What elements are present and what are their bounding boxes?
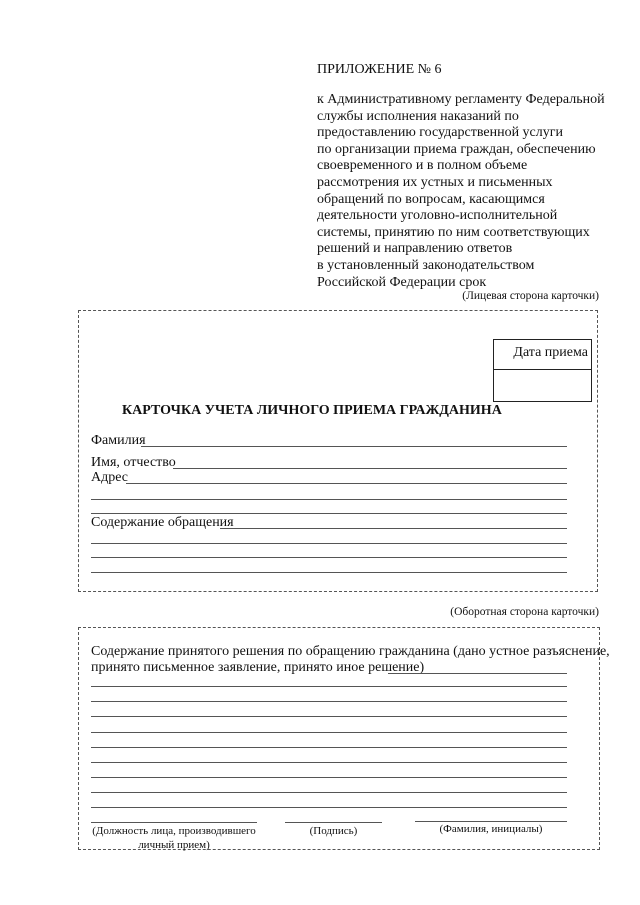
position-field[interactable] [91,822,257,823]
address-field-line[interactable] [91,499,567,500]
reference-line: своевременного и в полном объеме [317,158,528,174]
reference-line: службы исполнения наказаний по [317,108,519,124]
reference-line: обращений по вопросам, касающимся [317,191,545,207]
date-divider [494,369,591,370]
name-label: Имя, отчество [91,455,176,470]
reference-line: деятельности уголовно-исполнительной [317,208,558,224]
date-label: Дата приема [513,345,588,360]
reference-line: к Административному регламенту Федеральной [317,92,605,107]
position-caption-line2: личный прием) [138,839,210,851]
fullname-field[interactable] [415,821,567,822]
reference-line: по организации приема граждан, обеспечению [317,141,596,157]
surname-field[interactable] [141,446,567,447]
address-label: Адрес [91,470,129,485]
decision-field-line[interactable] [91,747,567,748]
position-caption [91,825,257,851]
decision-label-line1: Содержание принятого решения по обращению гражданина (дано устное разъяснение, [91,644,610,659]
appendix-heading: ПРИЛОЖЕНИЕ № 6 [317,62,442,77]
address-field-line[interactable] [91,513,567,514]
content-field-line[interactable] [91,543,567,544]
appendix-reference [317,92,605,291]
content-field-line[interactable] [91,557,567,558]
decision-field-line[interactable] [91,716,567,717]
signature-field[interactable] [285,822,382,823]
reference-line: решений и направлению ответов [317,241,513,257]
decision-field-line[interactable] [91,777,567,778]
front-side-label: (Лицевая сторона карточки) [462,290,599,302]
signature-caption: (Подпись) [309,825,358,837]
reference-line: предоставлению государственной услуги [317,125,563,141]
position-caption-line1: (Должность лица, производившего [92,825,256,837]
decision-field-line[interactable] [91,762,567,763]
decision-field-line[interactable] [91,807,567,808]
decision-label-line2: принято письменное заявление, принято иное решение) [91,660,425,675]
reference-line: рассмотрения их устных и письменных [317,174,553,190]
reference-line: системы, принятию по ним соответствующих [317,224,590,240]
card-title: КАРТОЧКА УЧЕТА ЛИЧНОГО ПРИЕМА ГРАЖДАНИНА [122,403,502,418]
reference-line: в установленный законодательством [317,257,535,273]
reference-line: Российской Федерации срок [317,274,487,290]
fullname-caption: (Фамилия, инициалы) [439,823,543,835]
date-box [493,339,592,402]
decision-field-line[interactable] [91,792,567,793]
decision-field-line[interactable] [91,701,567,702]
content-field-line[interactable] [91,572,567,573]
address-field[interactable] [126,483,567,484]
surname-label: Фамилия [91,433,146,448]
decision-field-line[interactable] [91,732,567,733]
decision-field[interactable] [388,673,567,674]
decision-field-line[interactable] [91,686,567,687]
back-side-label: (Оборотная сторона карточки) [450,606,599,618]
name-field[interactable] [173,468,567,469]
content-label: Содержание обращения [91,515,234,530]
content-field[interactable] [220,528,567,529]
